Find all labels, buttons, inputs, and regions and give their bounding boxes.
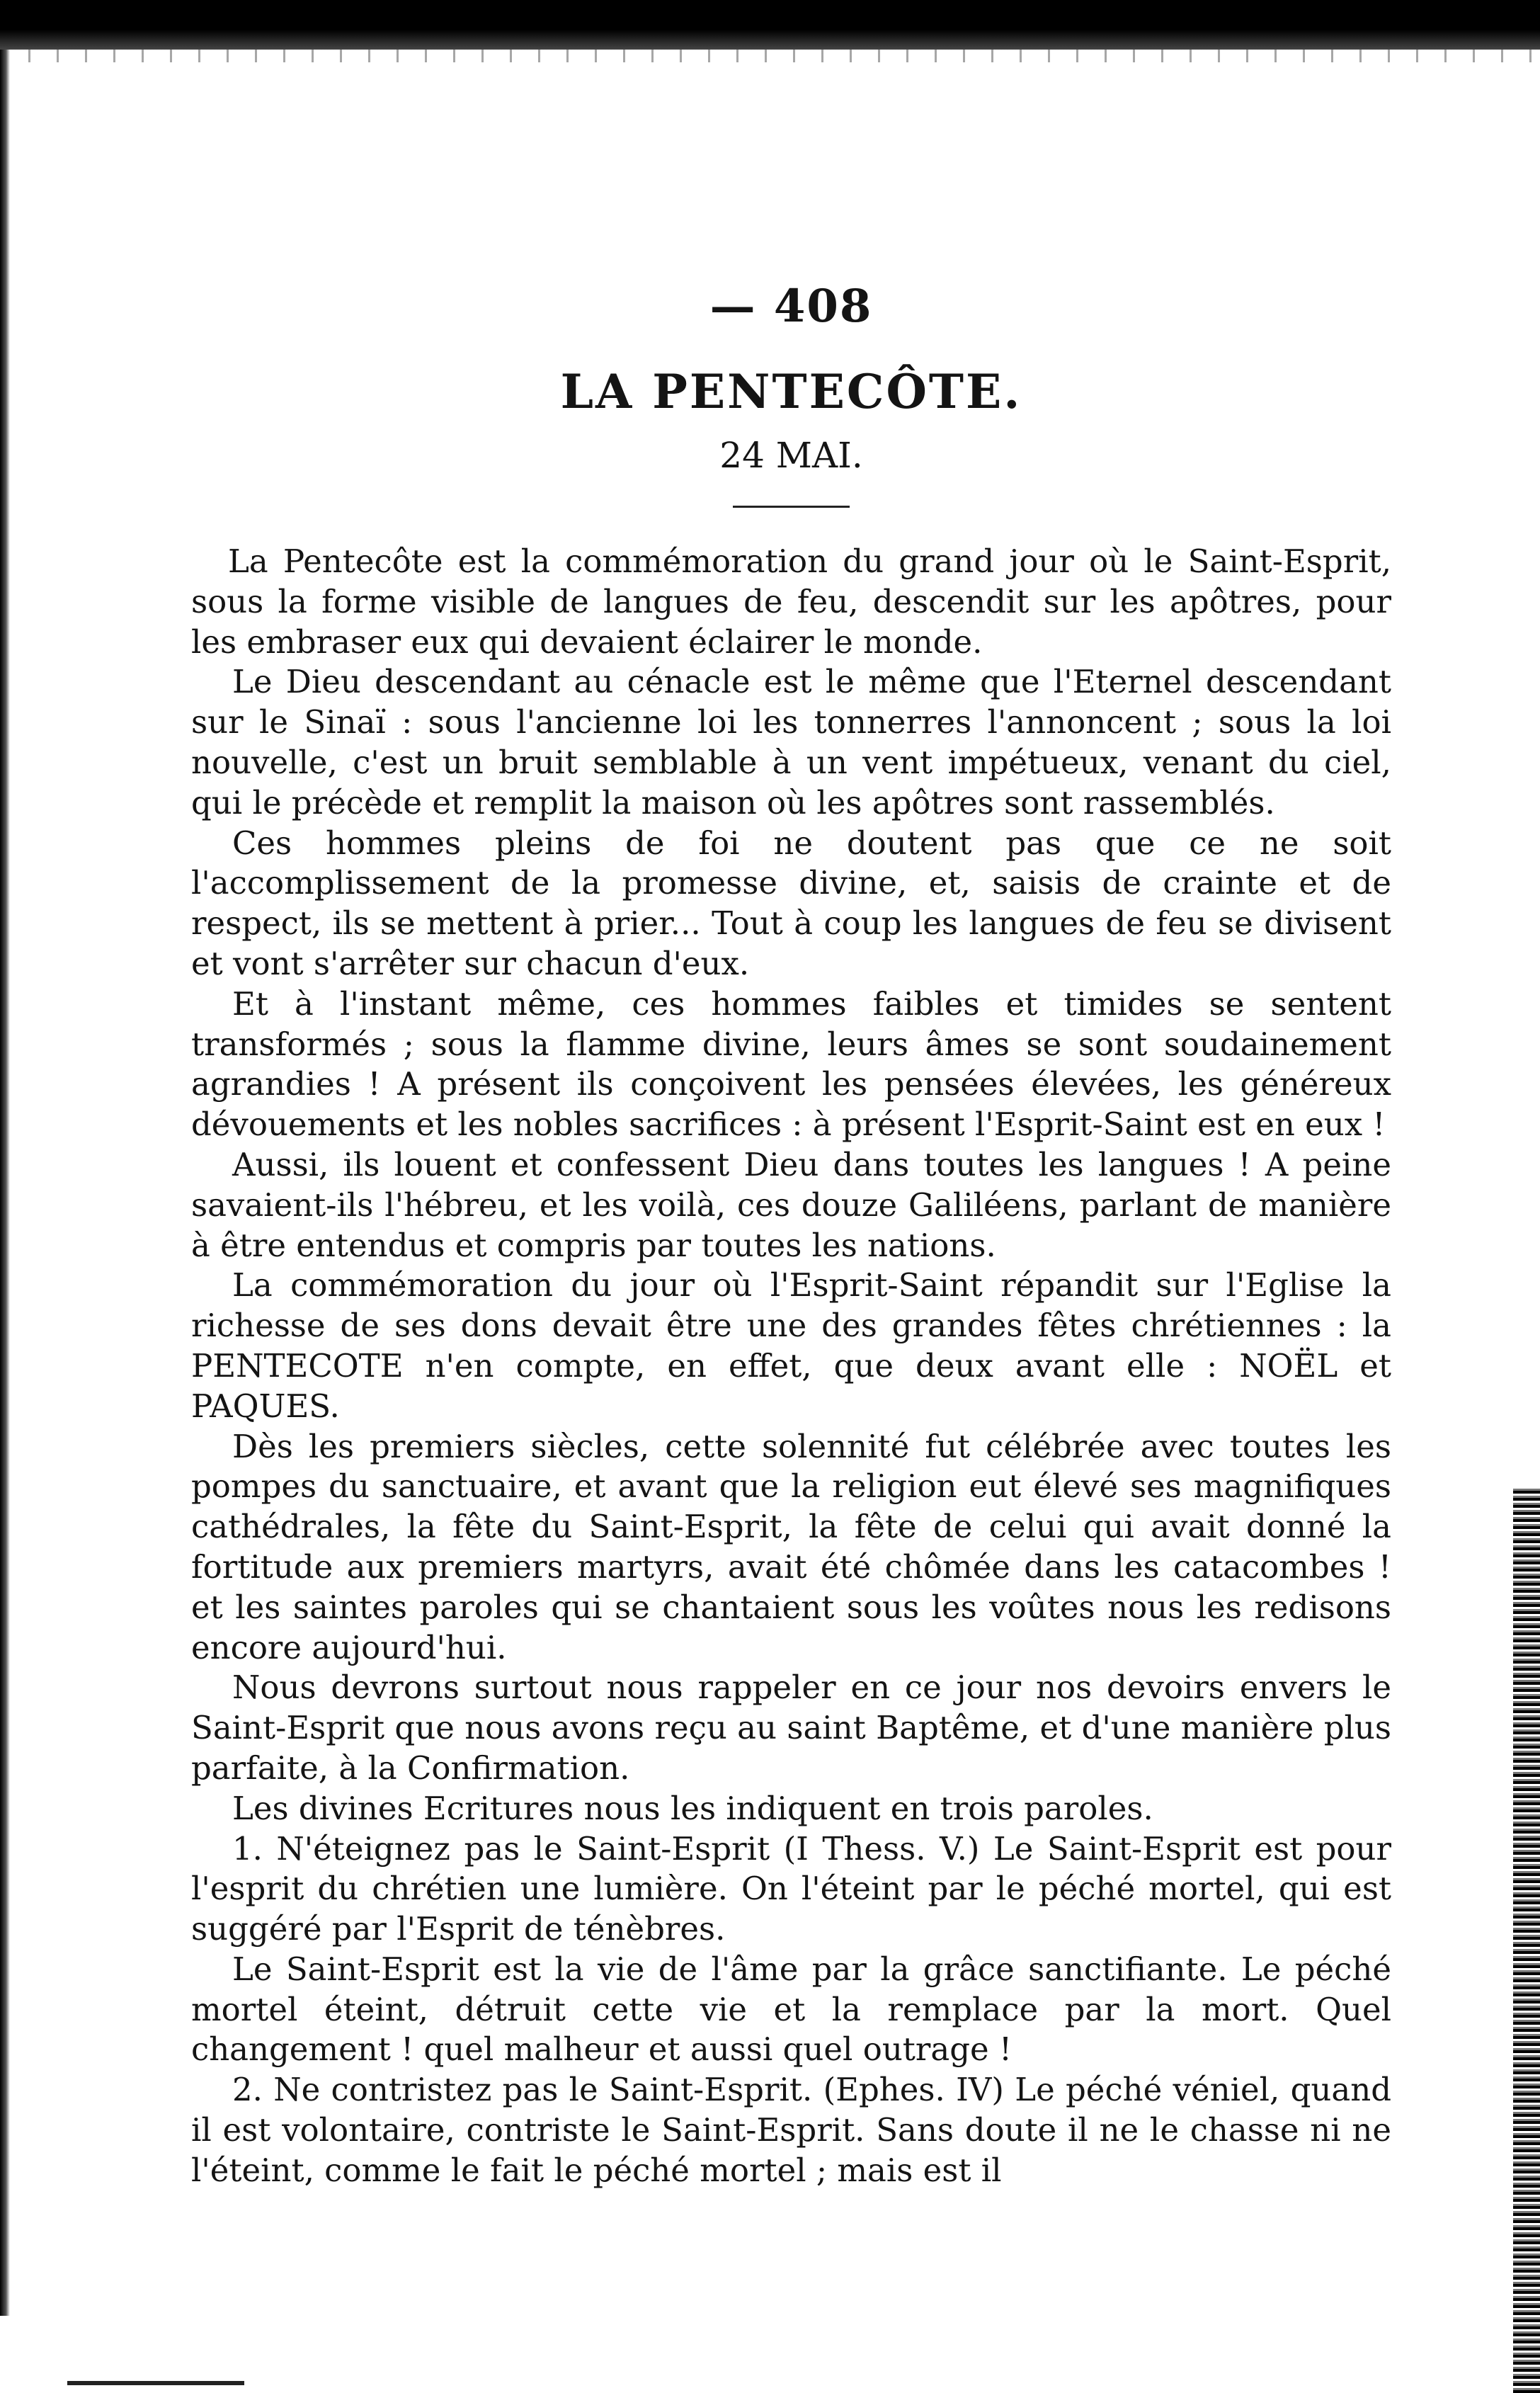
paragraph: La Pentecôte est la commémoration du grand jour où le Saint-Esprit, sous la forme visible de langues de feu, descendit sur les apôtres, pour les embraser eux qui devaient éclairer le monde. <box>191 542 1391 661</box>
body-text <box>191 542 1391 2191</box>
title-divider <box>733 506 850 508</box>
page-number: — 408 <box>709 280 873 333</box>
paragraph: 2. Ne contristez pas le Saint-Esprit. (Ephes. IV) Le péché véniel, quand il est volontaire, contriste le Saint-Esprit. Sans doute il ne le chasse ni ne l'éteint, comme le fait le péché mortel ; mais est il <box>191 2071 1391 2189</box>
paragraph: Dès les premiers siècles, cette solennité fut célébrée avec toutes les pompes du sanctuaire, et avant que la religion eut élevé ses magnifiques cathédrales, la fête du Saint-Esprit, la fête de celui qui avait donné la fortitude aux premiers martyrs, avait été chômée dans les catacombes ! et les saintes paroles qui se chantaient sous les voûtes nous les redisons encore aujourd'hui. <box>191 1427 1391 1666</box>
paragraph: La commémoration du jour où l'Esprit-Saint répandit sur l'Eglise la richesse de ses dons devait être une des grandes fêtes chrétiennes : la PENTECOTE n'en compte, en effet, que deux avant elle : NOËL et PAQUES. <box>191 1266 1391 1425</box>
paragraph: Ces hommes pleins de foi ne doutent pas que ce ne soit l'accomplissement de la promesse divine, et, saisis de crainte et de respect, ils se mettent à prier... Tout à coup les langues de feu se divisent et vont s'arrêter sur chacun d'eux. <box>191 824 1391 982</box>
paragraph: Nous devrons surtout nous rappeler en ce jour nos devoirs envers le Saint-Esprit que nous avons reçu au saint Baptême, et d'une manière plus parfaite, à la Confirmation. <box>191 1669 1391 1787</box>
paragraph: Le Dieu descendant au cénacle est le même que l'Eternel descendant sur le Sinaï : sous l'ancienne loi les tonnerres l'annoncent ; sous la loi nouvelle, c'est un bruit semblable à un vent impétueux, venant du ciel, qui le précède et remplit la maison où les apôtres sont rassemblés. <box>191 663 1391 822</box>
paragraph: Et à l'instant même, ces hommes faibles et timides se sentent transformés ; sous la flamme divine, leurs âmes se sont soudainement agrandies ! A présent ils conçoivent les pensées élevées, les généreux dévouements et les nobles sacrifices : à présent l'Esprit-Saint est en eux ! <box>191 984 1391 1144</box>
book-page <box>191 280 1391 2191</box>
paragraph: Le Saint-Esprit est la vie de l'âme par la grâce sanctifiante. Le péché mortel éteint, détruit cette vie et la remplace par la mort. Quel changement ! quel malheur et aussi quel outrage ! <box>191 1950 1391 2069</box>
paragraph: 1. N'éteignez pas le Saint-Esprit (I Thess. V.) Le Saint-Esprit est pour l'esprit du chrétien une lumière. On l'éteint par le péché mortel, qui est suggéré par l'Esprit de ténèbres. <box>191 1829 1391 1948</box>
paragraph: Les divines Ecritures nous les indiquent en trois paroles. <box>232 1789 1153 1827</box>
paragraph: Aussi, ils louent et confessent Dieu dans toutes les langues ! A peine savaient-ils l'hébreu, et les voilà, ces douze Galiléens, parlant de manière à être entendus et compris par toutes les nations. <box>191 1145 1391 1264</box>
scan-left-edge <box>0 50 10 2316</box>
scan-bottom-mark <box>67 2381 244 2385</box>
scan-top-border <box>0 0 1540 50</box>
scan-right-edge <box>1513 1487 1540 2393</box>
section-date: 24 MAI. <box>719 435 863 476</box>
section-title: LA PENTECÔTE. <box>560 364 1022 419</box>
